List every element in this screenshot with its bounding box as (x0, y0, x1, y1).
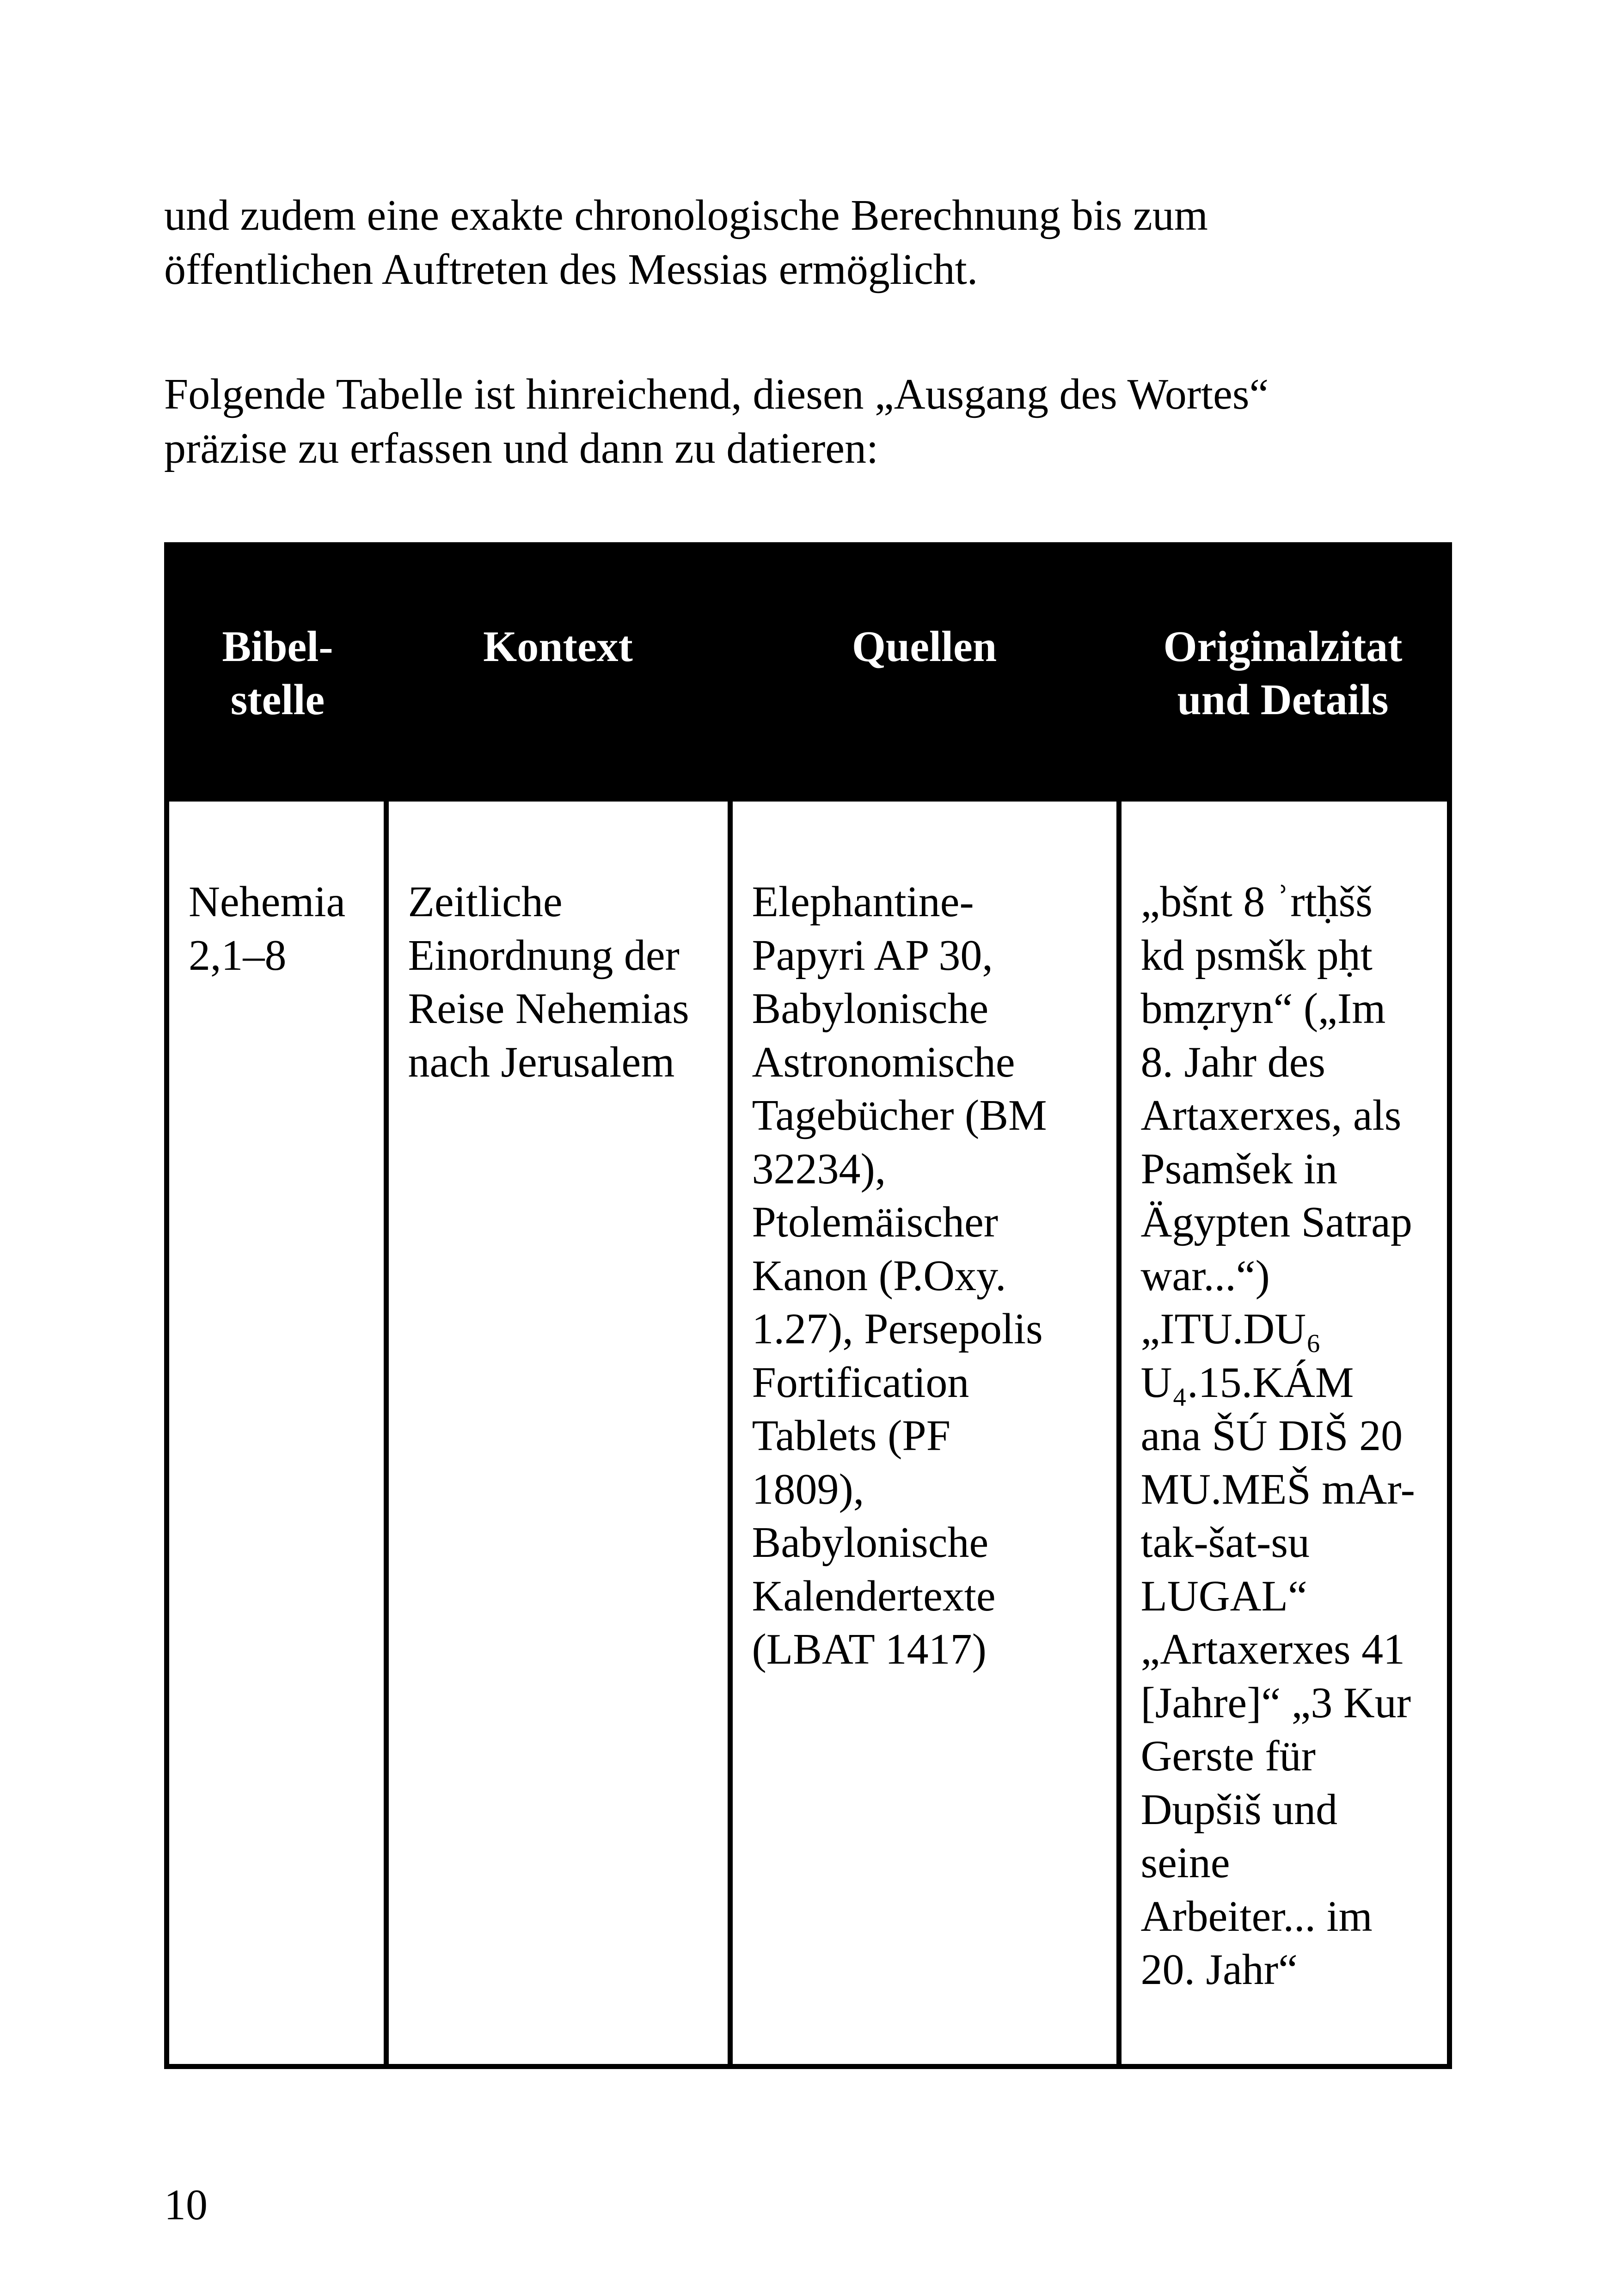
cell-line: Gerste für (1140, 1732, 1316, 1780)
cell-line: LUGAL“ (1140, 1572, 1307, 1620)
cell-line: Ptolemäischer (752, 1198, 999, 1246)
cell-line: Tablets (PF (752, 1412, 950, 1460)
header-line: Bibel- (222, 623, 333, 671)
cell-line: Babylonische (752, 985, 989, 1033)
header-line: Quellen (852, 623, 997, 671)
header-kontext (386, 547, 730, 802)
cell-line: Elephantine- (752, 878, 974, 926)
table-header-row (169, 547, 1447, 802)
cell-originalzitat (1119, 802, 1447, 2064)
body-paragraph-2 (164, 367, 1459, 476)
cell-line: (LBAT 1417) (752, 1625, 987, 1673)
text-line: öffentlichen Auftreten des Messias ermöglicht. (164, 245, 978, 294)
text-line: präzise zu erfassen und dann zu datieren: (164, 424, 879, 472)
cell-line: Kanon (P.Oxy. (752, 1251, 1006, 1300)
cell-line: [Jahre]“ „3 Kur (1140, 1678, 1411, 1727)
cell-line: 2,1–8 (189, 931, 287, 980)
cell-line: kd psmšk pḥt (1140, 931, 1373, 980)
header-line: und Details (1177, 676, 1389, 724)
cell-kontext (386, 802, 730, 2064)
cell-line: „ITU.DU₆ (1140, 1305, 1321, 1353)
cell-line: „bšnt 8 ʾrtḥšš (1140, 878, 1373, 926)
body-paragraph-1 (164, 189, 1459, 297)
cell-line: 8. Jahr des (1140, 1038, 1325, 1086)
cell-line: ana ŠÚ DIŠ 20 (1140, 1412, 1403, 1460)
text-line: und zudem eine exakte chronologische Berechnung bis zum (164, 191, 1208, 239)
cell-line: Dupšiš und (1140, 1785, 1338, 1834)
table-row (169, 802, 1447, 2064)
cell-line: war...“) (1140, 1251, 1270, 1300)
cell-line: U₄.15.KÁM (1140, 1358, 1354, 1407)
cell-line: Kalendertexte (752, 1572, 996, 1620)
header-line: Originalzitat (1163, 623, 1403, 671)
cell-line: Einordnung der (408, 931, 680, 980)
cell-quellen (730, 802, 1119, 2064)
cell-line: 20. Jahr“ (1140, 1946, 1298, 1994)
cell-bibelstelle (169, 802, 386, 2064)
cell-line: Tagebücher (BM (752, 1091, 1047, 1139)
cell-line: Nehemia (189, 878, 346, 926)
cell-line: seine (1140, 1839, 1230, 1887)
cell-line: Papyri AP 30, (752, 931, 993, 980)
cell-line: 32234), (752, 1145, 886, 1193)
text-line: Folgende Tabelle ist hinreichend, diesen „Ausgang des Wortes“ (164, 370, 1269, 418)
cell-line: Artaxerxes, als (1140, 1091, 1402, 1139)
cell-line: Arbeiter... im (1140, 1892, 1373, 1941)
cell-line: Fortification (752, 1358, 969, 1407)
cell-line: 1.27), Persepolis (752, 1305, 1043, 1353)
header-line: stelle (230, 676, 325, 724)
cell-line: Psamšek in (1140, 1145, 1338, 1193)
page-number: 10 (164, 2181, 208, 2229)
cell-line: 1809), (752, 1465, 864, 1513)
cell-line: nach Jerusalem (408, 1038, 675, 1086)
cell-line: Zeitliche (408, 878, 563, 926)
cell-line: bmẓryn“ („Im (1140, 985, 1386, 1033)
cell-line: Reise Nehemias (408, 985, 689, 1033)
cell-line: Ägypten Satrap (1140, 1198, 1412, 1246)
cell-line: Astronomische (752, 1038, 1015, 1086)
header-quellen (730, 547, 1119, 802)
header-originalzitat (1119, 547, 1447, 802)
cell-line: MU.MEŠ mAr- (1140, 1465, 1415, 1513)
cell-line: Babylonische (752, 1518, 989, 1567)
source-table (164, 542, 1452, 2069)
cell-line: tak-šat-su (1140, 1518, 1310, 1567)
header-bibelstelle (169, 547, 386, 802)
cell-line: „Artaxerxes 41 (1140, 1625, 1405, 1673)
table (169, 547, 1447, 2064)
header-line: Kontext (483, 623, 633, 671)
